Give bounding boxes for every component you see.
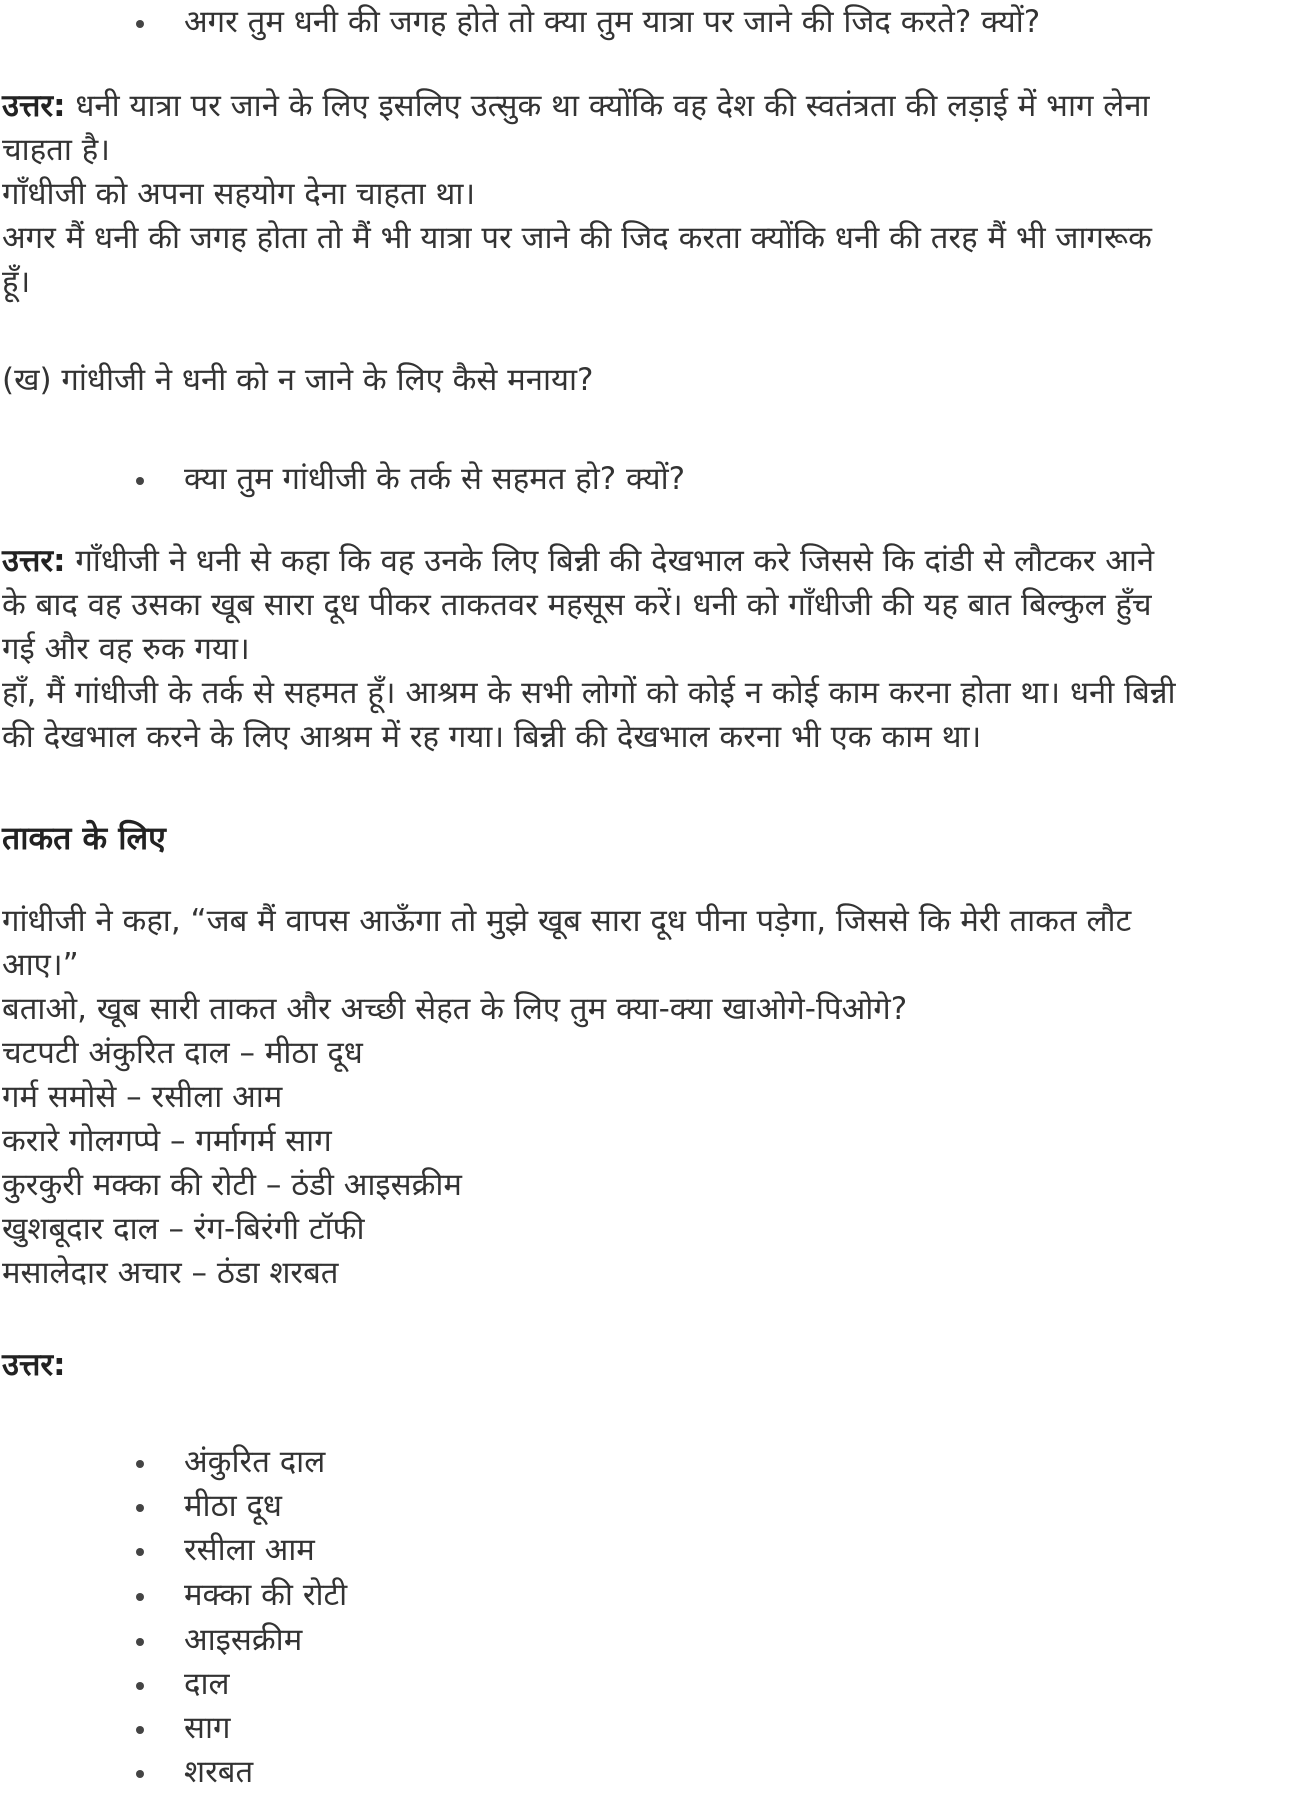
list-item: रसीला आम [184, 1528, 315, 1572]
list-item: शरबत [184, 1750, 253, 1794]
text-line: कुरकुरी मक्का की रोटी – ठंडी आइसक्रीम [2, 1167, 462, 1203]
text-line: गांधीजी ने कहा, “जब मैं वापस आऊँगा तो मुझे खूब सारा दूध पीना पड़ेगा, जिससे कि मेरी ताकत लौट [2, 903, 1132, 939]
answer-label: उत्तर: [2, 88, 66, 124]
text-line: खुशबूदार दाल – रंग-बिरंगी टॉफी [2, 1211, 365, 1247]
answer-text: के बाद वह उसका खूब सारा दूध पीकर ताकतवर महसूस करें। धनी को गाँधीजी की यह बात बिल्कुल हुँच [2, 587, 1152, 623]
section-text [2, 899, 1288, 1295]
text-line: बताओ, खूब सारी ताकत और अच्छी सेहत के लिए तुम क्या-क्या खाओगे-पिओगे? [2, 991, 908, 1027]
answer-text: चाहता है। [2, 132, 110, 168]
question-bullet: क्या तुम गांधीजी के तर्क से सहमत हो? क्यों? [184, 457, 685, 501]
question-2 [2, 358, 1288, 402]
question-bullet: अगर तुम धनी की जगह होते तो क्या तुम यात्रा पर जाने की जिद करते? क्यों? [184, 0, 1040, 44]
text-line: मसालेदार अचार – ठंडा शरबत [2, 1255, 339, 1291]
list-item: आइसक्रीम [184, 1618, 302, 1662]
answer-text: गाँधीजी ने धनी से कहा कि वह उनके लिए बिन्नी की देखभाल करे जिससे कि दांडी से लौटकर आने [75, 543, 1155, 579]
answer-1 [2, 84, 1288, 304]
answer-text: की देखभाल करने के लिए आश्रम में रह गया। बिन्नी की देखभाल करना भी एक काम था। [2, 719, 982, 755]
answer-label: उत्तर: [2, 1347, 66, 1383]
answer-text: अगर मैं धनी की जगह होता तो मैं भी यात्रा पर जाने की जिद करता क्योंकि धनी की तरह मैं भी जागरूक [2, 220, 1152, 256]
answer-text: गई और वह रुक गया। [2, 631, 250, 667]
list-item: मीठा दूध [184, 1484, 282, 1528]
text-line: करारे गोलगप्पे – गर्मागर्म साग [2, 1123, 332, 1159]
answer-2 [2, 539, 1288, 759]
answer-label: उत्तर: [2, 543, 66, 579]
text-line: आए।” [2, 947, 79, 983]
answer-text: धनी यात्रा पर जाने के लिए इसलिए उत्सुक था क्योंकि वह देश की स्वतंत्रता की लड़ाई में भाग लेना [75, 88, 1150, 124]
answer-text: हाँ, मैं गांधीजी के तर्क से सहमत हूँ। आश्रम के सभी लोगों को कोई न कोई काम करना होता था। धनी बिन्नी [2, 675, 1176, 711]
list-item: साग [184, 1706, 230, 1750]
text-line: चटपटी अंकुरित दाल – मीठा दूध [2, 1035, 363, 1071]
list-item: दाल [184, 1662, 230, 1706]
text-line: गर्म समोसे – रसीला आम [2, 1079, 283, 1115]
answer-text: हूँ। [2, 264, 31, 300]
question-text: (ख) गांधीजी ने धनी को न जाने के लिए कैसे मनाया? [2, 362, 594, 398]
list-item: मक्का की रोटी [184, 1573, 347, 1617]
list-item: अंकुरित दाल [184, 1440, 325, 1484]
answer-text: गाँधीजी को अपना सहयोग देना चाहता था। [2, 176, 476, 212]
section-heading: ताकत के लिए [2, 819, 166, 857]
